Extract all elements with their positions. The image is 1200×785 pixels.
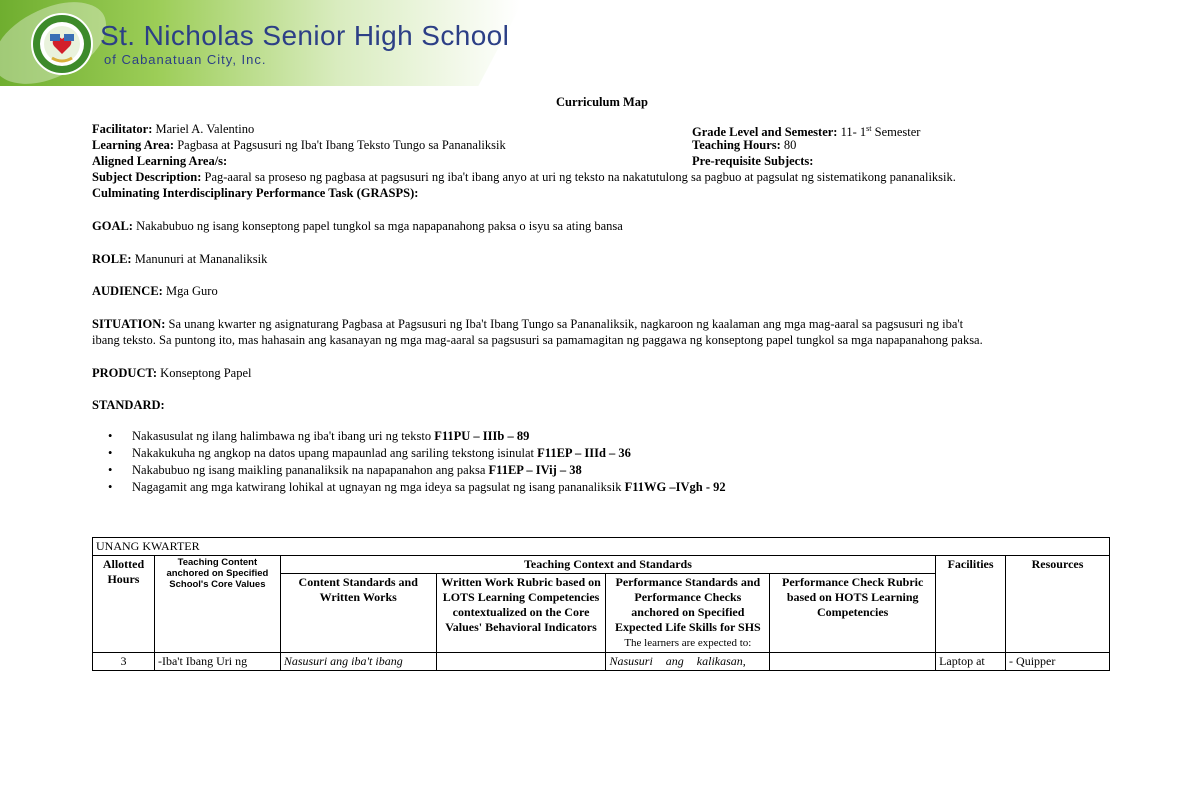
prereq-label: Pre-requisite Subjects:	[692, 154, 814, 168]
prereq-line	[692, 153, 813, 169]
grade-sup: st	[866, 124, 872, 133]
table-row	[93, 538, 1110, 556]
standard-code: F11EP – IVij – 38	[488, 463, 582, 477]
performance-standards-text: Performance Standards and Performance Checks anchored on Specified Expected Life Skills for SHS	[614, 575, 761, 634]
product-value: Konseptong Papel	[160, 366, 252, 380]
row-content: -Iba't Ibang Uri ng	[154, 653, 280, 671]
product-line	[92, 365, 251, 381]
audience-label: AUDIENCE:	[92, 284, 163, 298]
role-label: ROLE:	[92, 252, 132, 266]
table-row	[93, 556, 1110, 574]
standard-text: Nagagamit ang mga katwirang lohikal at ugnayan ng mga ideya sa pagsulat ng isang pananaliksik	[132, 480, 622, 494]
grade-label: Grade Level and Semester:	[692, 125, 838, 140]
list-item	[132, 479, 726, 496]
teaching-content-header: Teaching Content anchored on Specified School's Core Values	[154, 556, 280, 653]
role-value: Manunuri at Mananaliksik	[134, 252, 268, 266]
standard-label: STANDARD:	[92, 398, 165, 412]
audience-value: Mga Guro	[165, 284, 218, 298]
teaching-hours-label: Teaching Hours:	[692, 138, 781, 152]
role-line	[92, 251, 267, 267]
subject-description-value: Pag-aaral sa proseso ng pagbasa at pagsusuri ng iba't ibang anyo at uri ng teksto na nakatutulong sa pagbuo at pagsulat ng sistematikong pananaliksik.	[204, 170, 956, 184]
learning-area-line	[92, 137, 506, 153]
facilitator-line	[92, 121, 254, 137]
content-standards-header: Content Standards and Written Works	[280, 574, 436, 653]
list-item	[132, 445, 726, 462]
quarter-header: UNANG KWARTER	[93, 538, 1110, 556]
goal-value: Nakabubuo ng isang konseptong papel tungkol sa mga napapanahong paksa o isyu sa ating bansa	[136, 219, 623, 233]
aligned-line	[92, 153, 227, 169]
situation-value-2: ibang teksto. Sa puntong ito, mas hahasain ang kasanayan ng mga mag-aaral sa pagsusuri sa pamamagitan ng paggawa ng konseptong papel tungkol sa mga napapanahong paksa.	[92, 333, 983, 347]
row-performance-standard: Nasusuri ang kalikasan,	[606, 653, 770, 671]
audience-line	[92, 283, 218, 299]
standard-code: F11EP – IIId – 36	[537, 446, 631, 460]
curriculum-table	[92, 537, 1110, 671]
culminating-label: Culminating Interdisciplinary Performance Task (GRASPS):	[92, 186, 419, 200]
teaching-hours-value: 80	[783, 138, 797, 152]
row-content-standard: Nasusuri ang iba't ibang	[280, 653, 436, 671]
teaching-context-header: Teaching Context and Standards	[280, 556, 935, 574]
standard-code: F11WG –IVgh - 92	[624, 480, 726, 494]
school-name: St. Nicholas Senior High School	[100, 20, 510, 51]
facilitator-value: Mariel A. Valentino	[155, 122, 255, 136]
learning-area-value: Pagbasa at Pagsusuri ng Iba't Ibang Teksto Tungo sa Pananaliksik	[177, 138, 506, 152]
list-item	[132, 462, 726, 479]
grade-value: 11- 1	[840, 125, 867, 140]
performance-standards-header	[606, 574, 770, 653]
subject-description-label: Subject Description:	[92, 170, 202, 184]
standards-list	[92, 428, 726, 496]
learning-area-label: Learning Area:	[92, 138, 175, 152]
page-title: Curriculum Map	[555, 95, 648, 109]
list-item	[132, 428, 726, 445]
situation-value-1: Sa unang kwarter ng asignaturang Pagbasa at Pagsusuri ng Iba't Ibang Tungo sa Pananaliksik, nagkaroon ng kaalaman ang mga mag-aaral sa pagsusuri ng iba't	[168, 317, 964, 331]
subject-description-line	[92, 169, 956, 185]
culminating-line	[92, 185, 418, 201]
situation-label: SITUATION:	[92, 317, 166, 331]
row-resources: - Quipper	[1006, 653, 1110, 671]
standard-text: Nakakukuha ng angkop na datos upang mapaunlad ang sariling tekstong isinulat	[132, 446, 534, 460]
facilitator-label: Facilitator:	[92, 122, 153, 136]
performance-note: The learners are expected to:	[624, 637, 752, 649]
row-facilities: Laptop at	[936, 653, 1006, 671]
goal-label: GOAL:	[92, 219, 133, 233]
aligned-label: Aligned Learning Area/s:	[92, 154, 228, 168]
situation-line-2	[92, 332, 983, 348]
performance-check-header: Performance Check Rubric based on HOTS Learning Competencies	[770, 574, 936, 653]
table-row	[93, 653, 1110, 671]
row-hours: 3	[93, 653, 155, 671]
allotted-hours-header: Allotted Hours	[93, 556, 155, 653]
school-logo-icon	[30, 12, 94, 76]
product-label: PRODUCT:	[92, 366, 158, 380]
facilities-header: Facilities	[936, 556, 1006, 653]
resources-header: Resources	[1006, 556, 1110, 653]
written-rubric-header: Written Work Rubric based on LOTS Learning Competencies contextualized on the Core Values' Behavioral Indicators	[436, 574, 606, 653]
row-written	[436, 653, 606, 671]
row-performance-check	[770, 653, 936, 671]
standard-heading	[92, 397, 165, 413]
goal-line	[92, 218, 623, 234]
situation-line-1	[92, 316, 963, 332]
standard-text: Nakabubuo ng isang maikling pananaliksik na napapanahon ang paksa	[132, 463, 486, 477]
standard-text: Nakasusulat ng ilang halimbawa ng iba't ibang uri ng teksto	[132, 429, 432, 443]
grade-suffix: Semester	[874, 125, 921, 140]
school-subtitle: of Cabanatuan City, Inc.	[104, 52, 267, 67]
teaching-hours-line	[692, 137, 796, 153]
standard-code: F11PU – IIIb – 89	[434, 429, 530, 443]
